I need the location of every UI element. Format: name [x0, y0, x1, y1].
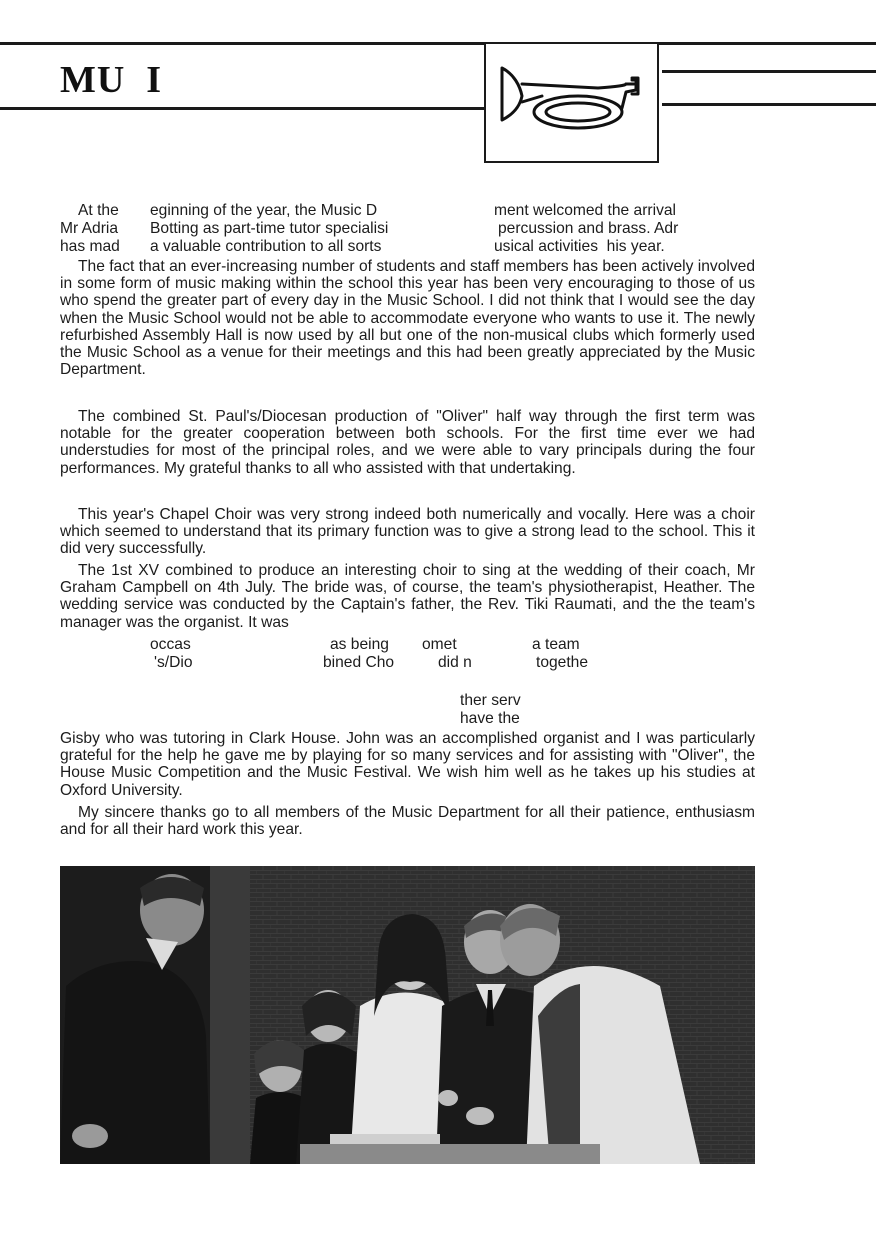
fragment-2b: bined Cho [323, 654, 395, 671]
bugle-icon [486, 44, 656, 160]
fragment-1b: as being [330, 636, 389, 653]
wedding-photo [60, 866, 755, 1164]
fragment-3: ther serv [460, 692, 521, 709]
intro-line-2-part-1: Mr Adria [60, 220, 119, 237]
intro-line-1-part-1: At the [78, 202, 119, 219]
fragment-2d: togethe [536, 654, 589, 671]
intro-line-3-part-2: a valuable contribution to all sorts [150, 238, 382, 255]
paragraph-thanks: My sincere thanks go to all members of the Music Department for all their patience, enthusiasm and for all their hard work this year. [60, 804, 755, 839]
header-rule-bottom [0, 107, 484, 110]
paragraph-oliver-production: The combined St. Paul's/Diocesan production of "Oliver" half way through the first term was notable for the greater cooperation between both schools. For the first time ever we had understudies for most of the principal roles, and we were able to vary principals during the four performances. My grateful thanks to all who assisted with that undertaking. [60, 408, 755, 477]
paragraph-john-gisby: Gisby who was tutoring in Clark House. John was an accomplished organist and I was particularly grateful for the help he gave me by playing for so many services and for assisting with "Oliver", the House Music Competition and the Music Festival. We wish him well as he takes up his studies at Oxford University. [60, 730, 755, 799]
page-title: MU I [60, 59, 163, 101]
intro-line-3-part-3: usical activities his year. [494, 238, 665, 255]
emblem-box [484, 42, 659, 163]
paragraph-chapel-choir: This year's Chapel Choir was very strong indeed both numerically and vocally. Here was a choir which seemed to understand that its primary function was to give a strong lead to the school. This it did very successfully. [60, 506, 755, 558]
fragment-1d: a team [532, 636, 580, 653]
header-rule-right-lower [662, 103, 876, 106]
fragment-2a: 's/Dio [154, 654, 193, 671]
intro-line-1-part-3: ment welcomed the arrival [494, 202, 677, 219]
fragment-4: have the [460, 710, 520, 727]
header-rule-right-upper [662, 70, 876, 73]
intro-line-2-part-3: percussion and brass. Adr [498, 220, 679, 237]
intro-line-1-part-2: eginning of the year, the Music D [150, 202, 378, 219]
intro-line-2-part-2: Botting as part-time tutor specialisi [150, 220, 389, 237]
fragment-1a: occas [150, 636, 191, 653]
paragraph-wedding-choir: The 1st XV combined to produce an interesting choir to sing at the wedding of their coach, Mr Graham Campbell on 4th July. The bride was, of course, the team's physiotherapist, Heather. The wedding service was conducted by the Captain's father, the Rev. Tiki Raumati, and the the team's manager was the organist. It was [60, 562, 755, 631]
paragraph-music-school: The fact that an ever-increasing number of students and staff members has been actively involved in some form of music making within the school this year has been very encouraging to those of us who spend the greater part of every day in the Music School. I did not think that I would see the day when the Music School would not be able to accommodate everyone who wants to use it. The newly refurbished Assembly Hall is now used by all but one of the non-musical clubs which formerly used the Music School as a venue for their meetings and this had been greatly appreciated by the Music Department. [60, 258, 755, 379]
header-rule-top [0, 42, 876, 45]
intro-line-3-part-1: has mad [60, 238, 120, 255]
fragment-1c: omet [422, 636, 457, 653]
fragment-2c: did n [438, 654, 472, 671]
